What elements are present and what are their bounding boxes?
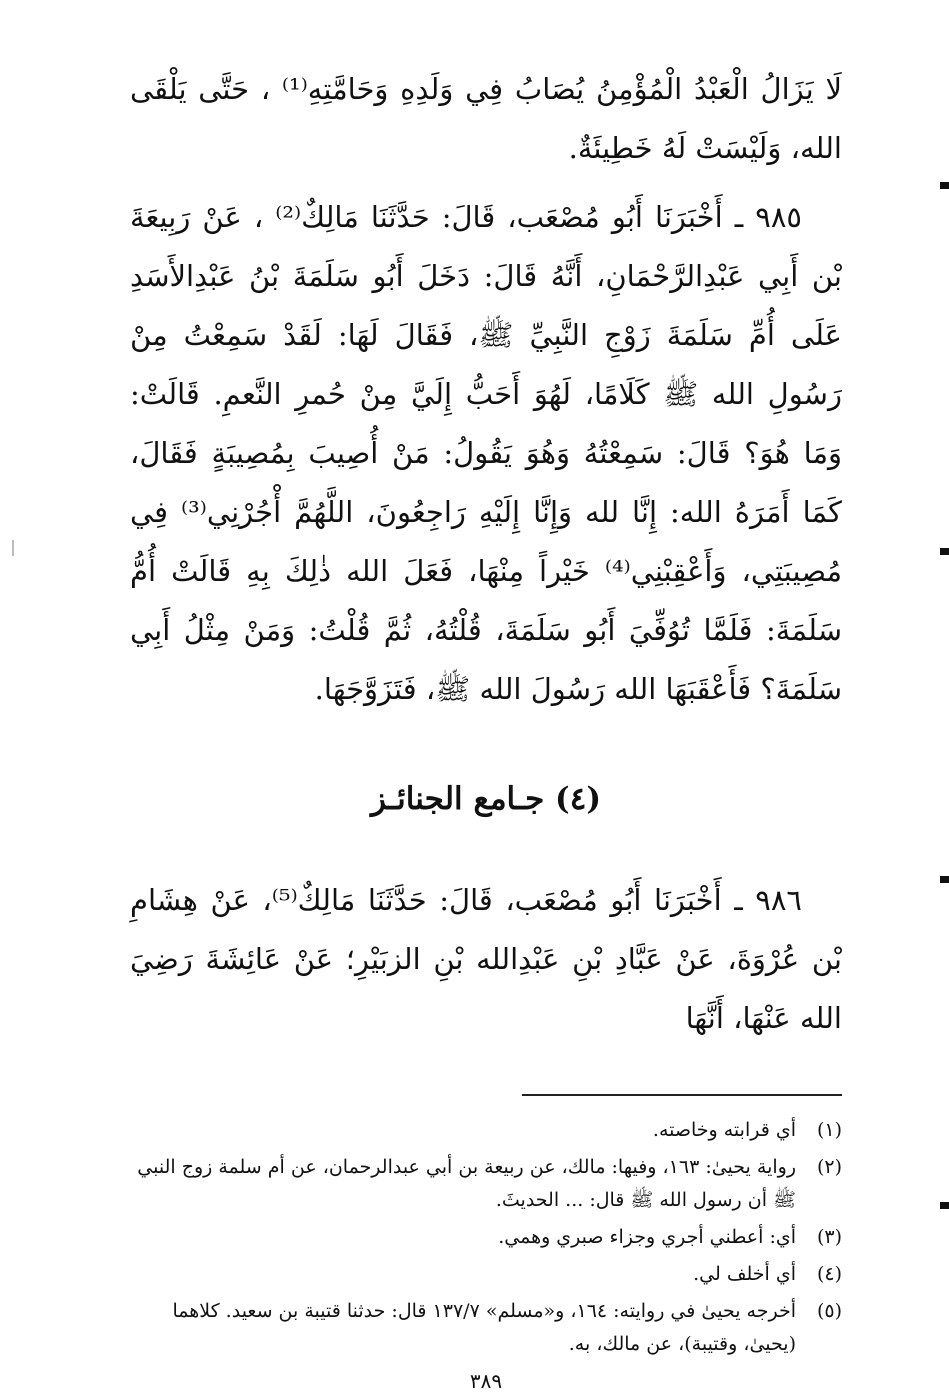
main-text xyxy=(130,60,842,719)
book-page xyxy=(130,60,843,1393)
scan-margin-mark xyxy=(940,1202,949,1209)
page-number: ٣٨٩ xyxy=(469,1369,503,1393)
paragraph-hadith-986: ٩٨٦ ـ أَخْبَرَنَا أَبُو مُصْعَب، قَالَ: حَدَّثَنَا مَالِكٌ⁽⁵⁾، عَنْ هِشَامِ بْن عُرْوَةَ، عَنْ عَبَّادِ بْنِ عَبْدِالله بْنِ الزبَيْرِ؛ عَنْ عَائِشَةَ رَضِيَ الله عَنْهَا، أَنَّهَا xyxy=(130,883,842,1035)
footnote-item xyxy=(130,1221,842,1254)
footnote-item xyxy=(130,1295,842,1361)
footnote-text: أي قرابته وخاصته. xyxy=(652,1119,796,1141)
footnote-text: أي أخلف لي. xyxy=(693,1263,796,1285)
scan-margin-mark xyxy=(940,876,949,883)
footnote-text: أخرجه يحيىٰ في روايته: ١٦٤، و«مسلم» ١٣٧/٧ قال: حدثنا قتيبة بن سعيد. كلاهما (يحيىٰ، وقتيبة)، عن مالك، به. xyxy=(172,1300,796,1355)
footnote-number: (٣) xyxy=(816,1226,842,1248)
footnote-number: (٤) xyxy=(816,1263,842,1285)
footnote-separator xyxy=(522,1094,842,1096)
main-text-continued xyxy=(130,871,842,1048)
footnotes-list xyxy=(130,1114,842,1361)
footnote-number: (٢) xyxy=(816,1156,842,1178)
scan-margin-mark xyxy=(940,182,949,189)
footnote-number: (١) xyxy=(816,1119,842,1141)
footnote-text: رواية يحيىٰ: ١٦٣، وفيها: مالك، عن ربيعة بن أبي عبدالرحمان، عن أم سلمة زوج النبي ﷺ أن رسول الله ﷺ قال: ... الحديثَ. xyxy=(137,1156,796,1211)
section-heading: (٤) جـامع الجنائـز xyxy=(370,781,602,817)
footnote-item xyxy=(130,1151,842,1217)
footnote-text: أي: أعطني أجري وجزاء صبري وهمي. xyxy=(498,1226,796,1248)
scan-margin-mark xyxy=(12,540,14,556)
scan-margin-mark xyxy=(940,548,949,555)
paragraph-hadith-intro-end: لَا يَزَالُ الْعَبْدُ الْمُؤْمِنُ يُصَابُ فِي وَلَدِهِ وَحَامَّتِهِ⁽¹⁾ ، حَتَّى يَلْقَى الله، وَلَيْسَتْ لَهُ خَطِيئَةٌ. xyxy=(130,72,843,165)
footnote-item xyxy=(130,1258,842,1291)
footnote-item xyxy=(130,1114,842,1147)
footnote-number: (٥) xyxy=(816,1300,842,1322)
paragraph-hadith-985: ٩٨٥ ـ أَخْبَرَنَا أَبُو مُصْعَب، قَالَ: حَدَّثَنَا مَالِكٌ⁽²⁾ ، عَنْ رَبِيعَةَ بْن أَبِي عَبْدِالرَّحْمَانِ، أَنَّهُ قَالَ: دَخَلَ أَبُو سَلَمَةَ بْنُ عَبْدِالأَسَدِ عَلَى أُمِّ سَلَمَةَ زَوْجِ النَّبِيِّ ﷺ، فَقَالَ لَهَا: لَقَدْ سَمِعْتُ مِنْ رَسُولِ الله ﷺ كَلَامًا، لَهُوَ أَحَبُّ إِلَيَّ مِنْ حُمرِ النَّعمِ. قَالَتْ: وَمَا هُوَ؟ قَالَ: سَمِعْتُهُ وَهُوَ يَقُولُ: مَنْ أُصِيبَ بِمُصِيبَةٍ فَقَالَ، كَمَا أَمَرَهُ الله: إِنَّا لله وَإِنَّا إِلَيْهِ رَاجِعُونَ، اللَّهُمَّ أْجُرْنِي⁽³⁾ فِي مُصِيبَتِي، وَأَعْقِبْنِي⁽⁴⁾ خَيْراً مِنْهَا، فَعَلَ الله ذٰلِكَ بِهِ قَالَتْ أُمُّ سَلَمَةَ: فَلَمَّا تُوُفِّيَ أَبُو سَلَمَةَ، قُلْتُهُ، ثُمَّ قُلْتُ: وَمَنْ مِثْلُ أَبِي سَلَمَةَ؟ فَأَعْقَبَهَا الله رَسُولَ الله ﷺ، فَتَزَوَّجَهَا. xyxy=(130,200,842,706)
